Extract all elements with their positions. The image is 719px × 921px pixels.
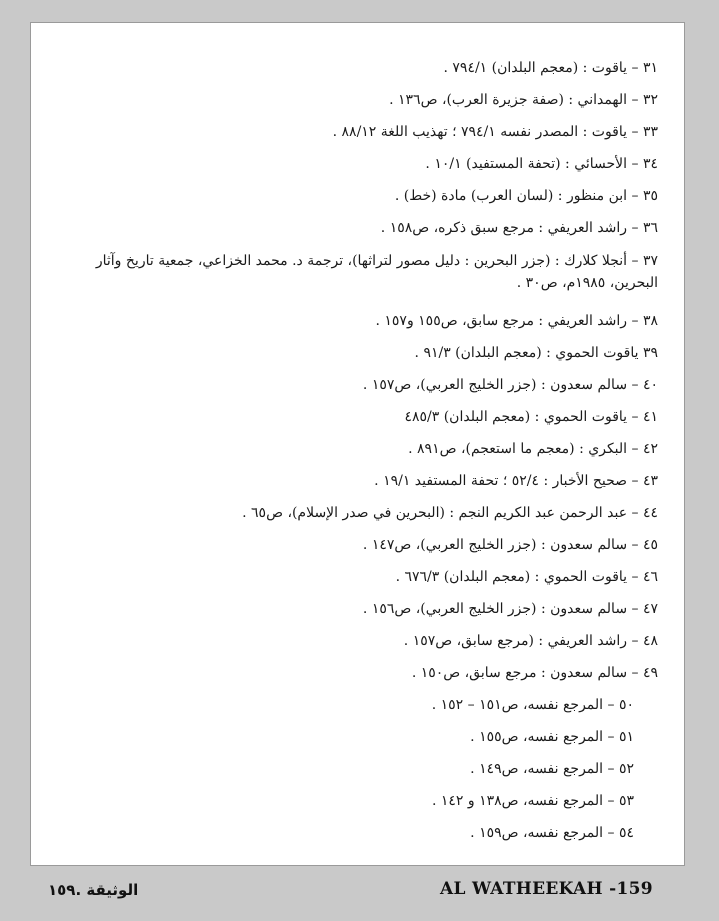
notes-panel [30,22,685,866]
endnote-47: ٤٧ – سالم سعدون : (جزر الخليج العربي)، ص١٥٦ . [362,601,658,617]
endnote-31: ٣١ – ياقوت : (معجم البلدان) ٧٩٤/١ . [443,60,658,76]
endnote-38: ٣٨ – راشد العريفي : مرجع سابق، ص١٥٥ و١٥٧ . [375,313,658,329]
endnote-43: ٤٣ – صحيح الأخبار : ٥٢/٤ ؛ تحفة المستفيد ١٩/١ . [374,473,658,489]
endnote-45: ٤٥ – سالم سعدون : (جزر الخليج العربي)، ص١٤٧ . [362,537,658,553]
endnote-33: ٣٣ – ياقوت : المصدر نفسه ٧٩٤/١ ؛ تهذيب اللغة ٨٨/١٢ . [332,124,658,140]
endnote-52: ٥٢ – المرجع نفسه، ص١٤٩ . [470,761,634,777]
endnote-53: ٥٣ – المرجع نفسه، ص١٣٨ و ١٤٢ . [431,793,634,809]
endnote-51: ٥١ – المرجع نفسه، ص١٥٥ . [470,729,634,745]
footer-arabic-page-label: الوثيقة .١٥٩ [48,881,139,899]
endnote-35: ٣٥ – ابن منظور : (لسان العرب) مادة (خط) . [394,188,658,204]
endnote-42: ٤٢ – البكري : (معجم ما استعجم)، ص٨٩١ . [408,441,658,457]
endnote-36: ٣٦ – راشد العريفي : مرجع سبق ذكره، ص١٥٨ . [380,220,658,236]
endnote-48: ٤٨ – راشد العريفي : (مرجع سابق، ص١٥٧ . [403,633,658,649]
endnote-46: ٤٦ – ياقوت الحموي : (معجم البلدان) ٦٧٦/٣ . [395,569,658,585]
endnote-40: ٤٠ – سالم سعدون : (جزر الخليج العربي)، ص١٥٧ . [362,377,658,393]
endnote-37: ٣٧ – أنجلا كلارك : (جزر البحرين : دليل مصور لتراثها)، ترجمة د. محمد الخزاعي، جمعية تاريخ وآثار البحرين، ١٩٨٥م، ص٣٠ . [95,253,658,291]
endnote-49: ٤٩ – سالم سعدون : مرجع سابق، ص١٥٠ . [411,665,658,681]
endnote-32: ٣٢ – الهمداني : (صفة جزيرة العرب)، ص١٣٦ . [389,92,658,108]
endnote-34: ٣٤ – الأحسائي : (تحفة المستفيد) ١٠/١ . [425,156,658,172]
endnote-54: ٥٤ – المرجع نفسه، ص١٥٩ . [470,825,634,841]
endnote-39: ٣٩ ياقوت الحموي : (معجم البلدان) ٩١/٣ . [414,345,658,361]
endnote-41: ٤١ – ياقوت الحموي : (معجم البلدان) ٤٨٥/٣ [404,409,658,425]
footer-english-page-label: AL WATHEEKAH -159 [440,879,653,899]
endnote-44: ٤٤ – عبد الرحمن عبد الكريم النجم : (البحرين في صدر الإسلام)، ص٦٥ . [242,505,658,521]
endnote-50: ٥٠ – المرجع نفسه، ص١٥١ – ١٥٢ . [431,697,634,713]
